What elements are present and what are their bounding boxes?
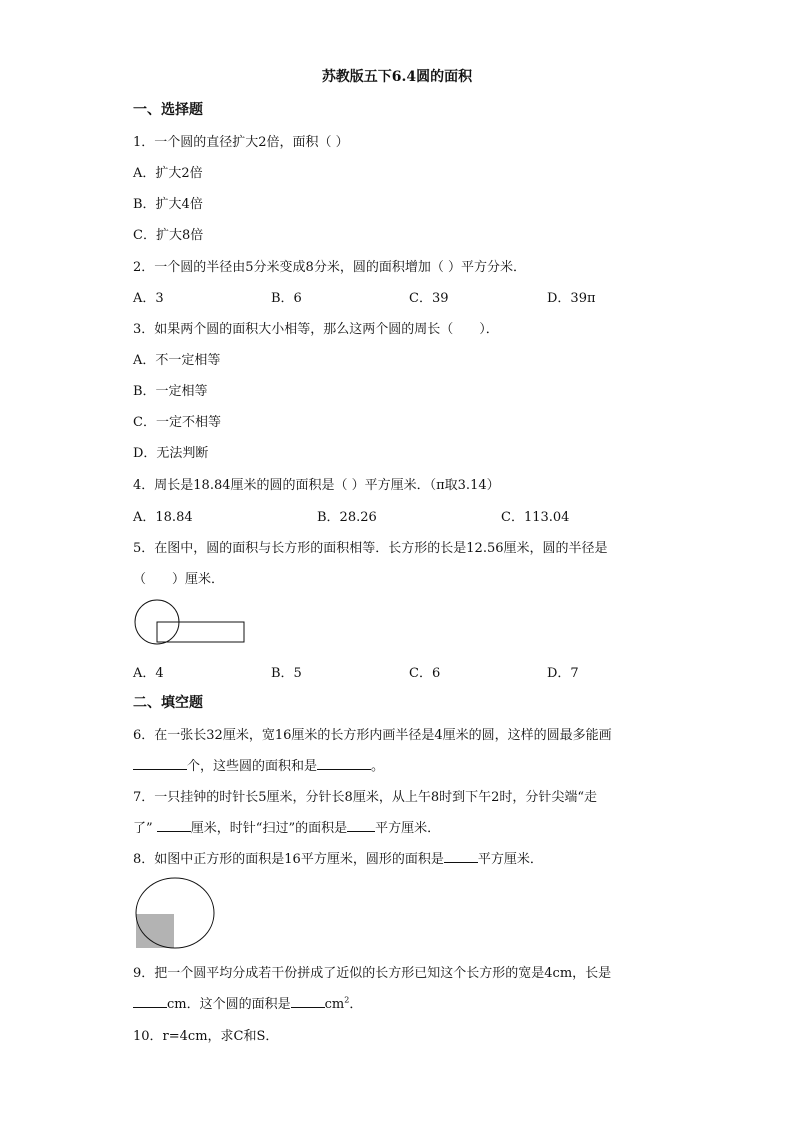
answer-blank <box>133 993 167 1008</box>
question-6-line-2: 个，这些圆的面积和是 。 <box>133 755 384 774</box>
question-3: 3．如果两个圆的面积大小相等，那么这两个圆的周长（ ）． <box>133 322 499 337</box>
figure-circle <box>136 878 214 948</box>
q5-option-a: A．4 <box>133 666 164 681</box>
section-heading-choice: 一、选择题 <box>133 102 203 118</box>
answer-blank <box>291 993 325 1008</box>
q3-option-c: C．一定不相等 <box>133 415 221 430</box>
question-7-line-2: 了” 厘米，时针“扫过”的面积是 平方厘米． <box>133 817 440 836</box>
q4-option-a: A．18.84 <box>133 510 193 525</box>
answer-blank <box>347 817 375 832</box>
circle-rectangle-figure <box>130 596 250 648</box>
q2-option-b: B．6 <box>271 291 302 306</box>
square-circle-figure <box>132 876 220 952</box>
answer-blank <box>444 848 478 863</box>
q4-option-b: B．28.26 <box>317 510 377 525</box>
question-7-line-1: 7．一只挂钟的时针长5厘米，分针长8厘米，从上午8时到下午2时，分针尖端“走 <box>133 790 598 805</box>
question-4: 4．周长是18.84厘米的圆的面积是（ ）平方厘米．（π取3.14） <box>133 478 500 493</box>
q5-option-c: C．6 <box>409 666 441 681</box>
question-5-line-2: （ ）厘米． <box>133 572 225 587</box>
answer-blank <box>317 755 371 770</box>
question-6-line-1: 6．在一张长32厘米，宽16厘米的长方形内画半径是4厘米的圆，这样的圆最多能画 <box>133 728 612 743</box>
q3-option-b: B．一定相等 <box>133 384 208 399</box>
question-1: 1．一个圆的直径扩大2倍，面积（ ） <box>133 135 349 150</box>
q2-option-d: D．39π <box>547 291 596 306</box>
q5-option-d: D．7 <box>547 666 579 681</box>
q1-option-c: C．扩大8倍 <box>133 228 204 243</box>
page-title: 苏教版五下6.4圆的面积 <box>321 69 473 85</box>
q2-option-c: C．39 <box>409 291 449 306</box>
question-9-line-2: cm．这个圆的面积是 $cm^2$． <box>133 993 362 1012</box>
question-9-line-1: 9．把一个圆平均分成若干份拼成了近似的长方形已知这个长方形的宽是4cm，长是 <box>133 966 612 981</box>
q3-option-a: A．不一定相等 <box>133 353 221 368</box>
answer-blank <box>133 755 187 770</box>
q4-option-c: C．113.04 <box>501 510 570 525</box>
q5-option-b: B．5 <box>271 666 302 681</box>
q2-option-a: A．3 <box>133 291 164 306</box>
question-8: 8．如图中正方形的面积是16平方厘米，圆形的面积是 平方厘米． <box>133 848 543 867</box>
answer-blank <box>157 817 191 832</box>
section-heading-fill: 二、填空题 <box>133 695 203 711</box>
q3-option-d: D．无法判断 <box>133 446 209 461</box>
question-2: 2．一个圆的半径由5分米变成8分米，圆的面积增加（ ）平方分米． <box>133 260 526 275</box>
question-10: 10．r=4cm，求C和S． <box>133 1029 279 1044</box>
q1-option-a: A．扩大2倍 <box>133 166 203 181</box>
figure-rectangle <box>157 622 244 642</box>
question-5-line-1: 5．在图中，圆的面积与长方形的面积相等．长方形的长是12.56厘米，圆的半径是 <box>133 541 608 556</box>
q1-option-b: B．扩大4倍 <box>133 197 203 212</box>
